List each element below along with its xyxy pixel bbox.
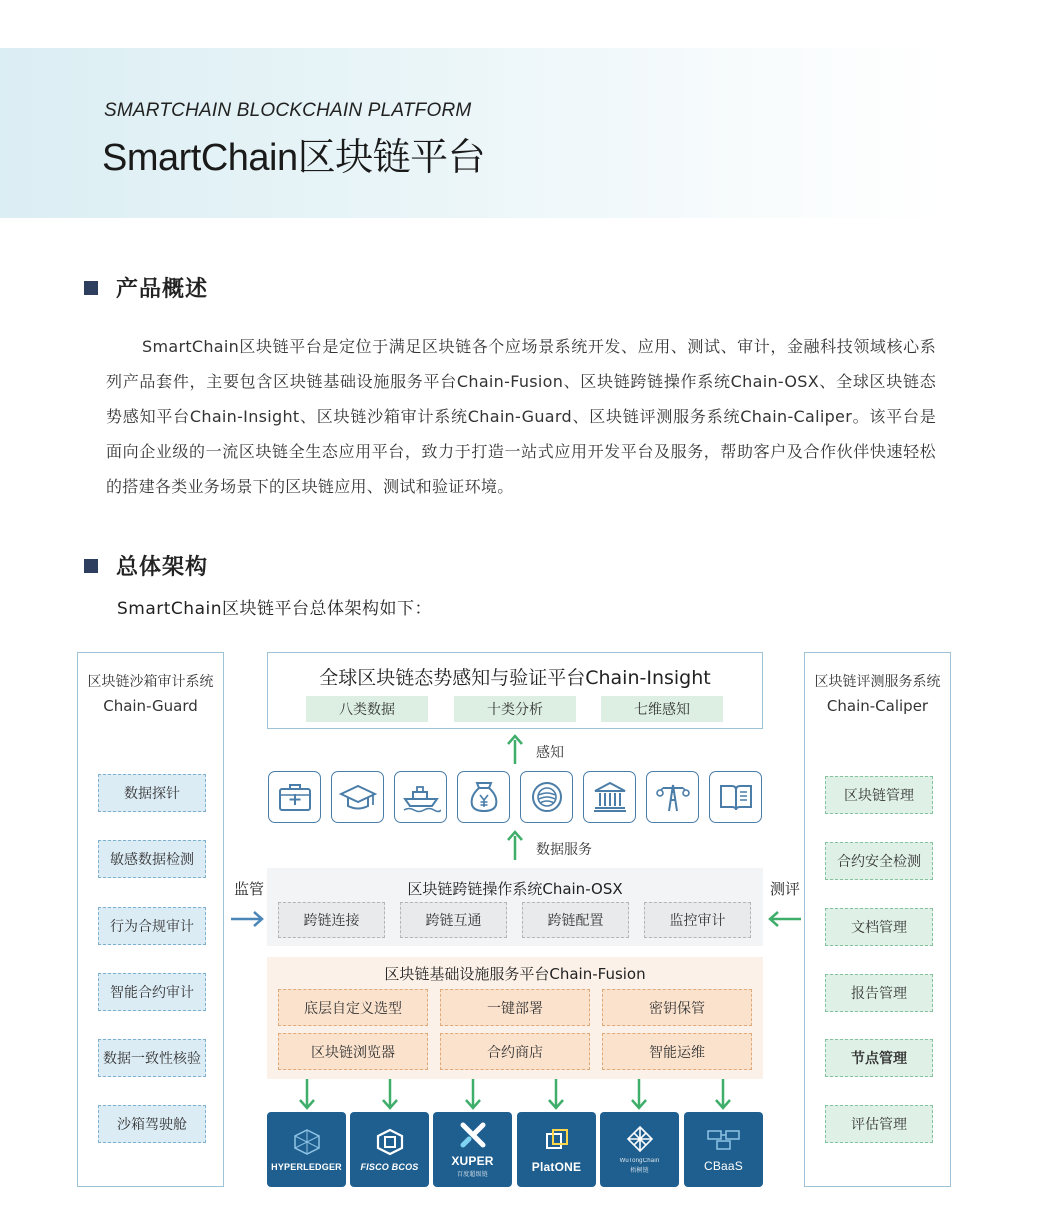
- insight-item: 八类数据: [306, 696, 428, 722]
- architecture-intro: SmartChain区块链平台总体架构如下：: [117, 599, 432, 619]
- chain-fusion-panel: [267, 957, 763, 1079]
- down-arrow-icon: [298, 1079, 316, 1111]
- caliper-item: 文档管理: [825, 908, 933, 946]
- guard-item: 行为合规审计: [98, 907, 206, 945]
- chain-name: WuTongChain: [619, 1158, 660, 1164]
- cbaas-logo: [684, 1112, 763, 1187]
- xuper-icon: [459, 1122, 487, 1148]
- chain-insight-title: 全球区块链态势感知与验证平台Chain-Insight: [319, 667, 711, 689]
- ship-icon: [394, 771, 447, 823]
- guard-item: 数据一致性核验: [98, 1039, 206, 1077]
- chain-name: PlatONE: [531, 1159, 582, 1174]
- xuper-logo: [433, 1112, 512, 1187]
- bank-icon: [583, 771, 636, 823]
- fisco-bcos-logo: [350, 1112, 429, 1187]
- perception-arrow-icon: [506, 734, 524, 764]
- fusion-item: 底层自定义选型: [278, 989, 428, 1026]
- osx-item: 跨链配置: [522, 902, 629, 938]
- food-bowl-icon: [520, 771, 573, 823]
- evaluate-label: 测评: [770, 880, 801, 898]
- caliper-item: 报告管理: [825, 974, 933, 1012]
- chain-name: FISCO BCOS: [360, 1161, 419, 1172]
- osx-item: 跨链互通: [400, 902, 507, 938]
- chain-caliper-title-en: Chain-Caliper: [826, 697, 929, 715]
- data-service-arrow-icon: [506, 830, 524, 860]
- chain-name: XUPER: [451, 1153, 494, 1168]
- chain-osx-panel: [267, 868, 763, 946]
- money-bag-icon: [457, 771, 510, 823]
- chain-name: HYPERLEDGER: [271, 1161, 342, 1172]
- wutongchain-logo: [600, 1112, 679, 1187]
- chain-guard-title-cn: 区块链沙箱审计系统: [87, 674, 214, 690]
- chain-insight-panel: [267, 652, 763, 729]
- banner-title: SmartChain区块链平台: [102, 137, 486, 179]
- wutongchain-icon: [625, 1125, 655, 1153]
- section-marker-icon: [84, 281, 98, 295]
- fusion-item: 区块链浏览器: [278, 1033, 428, 1070]
- fisco-bcos-icon: [375, 1128, 405, 1156]
- medical-kit-icon: [268, 771, 321, 823]
- guard-item: 智能合约审计: [98, 973, 206, 1011]
- architecture-heading-text: 总体架构: [116, 555, 209, 580]
- chain-guard-title-en: Chain-Guard: [103, 697, 198, 715]
- chain-fusion-title: 区块链基础设施服务平台Chain-Fusion: [384, 965, 646, 983]
- banner-subtitle: SMARTCHAIN BLOCKCHAIN PLATFORM: [104, 100, 472, 121]
- overview-heading-text: 产品概述: [116, 277, 209, 302]
- overview-paragraph: SmartChain区块链平台是定位于满足区块链各个应场景系统开发、应用、测试、审计，金融科技领域核心系列产品套件，主要包含区块链基础设施服务平台Chain-Fusion、区块链跨链操作系统Chain-OSX、全球区块链态势感知平台Chain-Insight、区块链沙箱审计系统Chain-Guard、区块链评测服务系统Chain-Caliper。该平台是面向企业级的一流区块链全生态应用平台，致力于打造一站式应用开发平台及服务，帮助客户及合作伙伴快速轻松的搭建各类业务场景下的区块链应用、测试和验证环境。: [106, 337, 936, 496]
- chain-guard-panel: [77, 652, 224, 1187]
- caliper-item: 评估管理: [825, 1105, 933, 1143]
- chain-subname: 梧桐链: [630, 1168, 649, 1174]
- data-service-label: 数据服务: [536, 842, 592, 858]
- osx-item: 监控审计: [644, 902, 751, 938]
- chain-name: CBaaS: [703, 1158, 744, 1173]
- chain-osx-title: 区块链跨链操作系统Chain-OSX: [407, 880, 623, 898]
- overview-heading: [84, 272, 208, 303]
- insight-item: 七维感知: [601, 696, 723, 722]
- down-arrow-icon: [630, 1079, 648, 1111]
- chain-caliper-panel: [804, 652, 951, 1187]
- power-tower-icon: [646, 771, 699, 823]
- hyperledger-logo: [267, 1112, 346, 1187]
- section-marker-icon: [84, 559, 98, 573]
- guard-item: 数据探针: [98, 774, 206, 812]
- supervise-label: 监管: [234, 880, 265, 898]
- guard-item: 敏感数据检测: [98, 840, 206, 878]
- hyperledger-icon: [292, 1128, 322, 1156]
- chain-subname: 百度超级链: [456, 1171, 488, 1178]
- book-icon: [709, 771, 762, 823]
- insight-item: 十类分析: [454, 696, 576, 722]
- evaluate-arrow-icon: [767, 910, 801, 928]
- architecture-heading: [84, 550, 208, 581]
- guard-item: 沙箱驾驶舱: [98, 1105, 206, 1143]
- caliper-item: 区块链管理: [825, 776, 933, 814]
- fusion-item: 密钥保管: [602, 989, 752, 1026]
- down-arrow-icon: [547, 1079, 565, 1111]
- down-arrow-icon: [381, 1079, 399, 1111]
- graduation-cap-icon: [331, 771, 384, 823]
- down-arrow-icon: [714, 1079, 732, 1111]
- down-arrow-icon: [464, 1079, 482, 1111]
- supervise-arrow-icon: [231, 910, 265, 928]
- perception-label: 感知: [536, 745, 564, 761]
- chain-caliper-title-cn: 区块链评测服务系统: [814, 674, 941, 690]
- osx-item: 跨链连接: [278, 902, 385, 938]
- caliper-item: 节点管理: [825, 1039, 933, 1077]
- platone-logo: [517, 1112, 596, 1187]
- fusion-item: 一键部署: [440, 989, 590, 1026]
- cbaas-icon: [704, 1127, 744, 1153]
- header-banner: [0, 48, 940, 218]
- fusion-item: 智能运维: [602, 1033, 752, 1070]
- platone-icon: [543, 1126, 571, 1154]
- caliper-item: 合约安全检测: [825, 842, 933, 880]
- fusion-item: 合约商店: [440, 1033, 590, 1070]
